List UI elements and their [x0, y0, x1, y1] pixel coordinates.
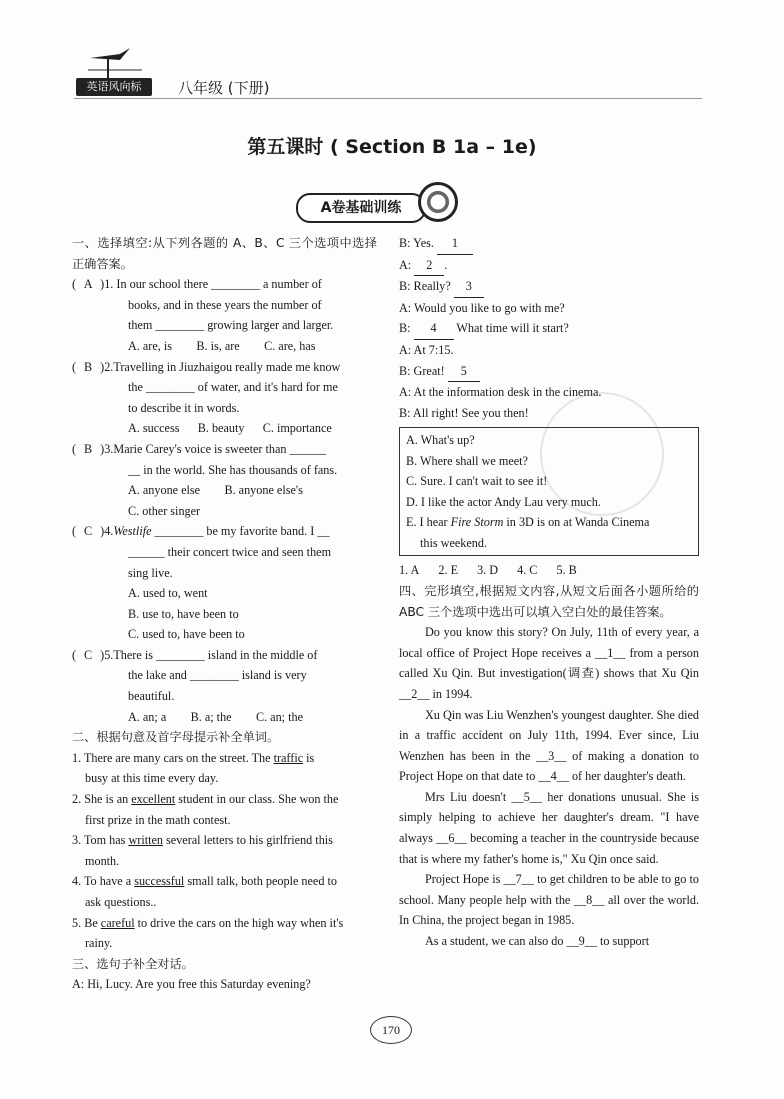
s1-line1: 1. There are many cars on the street. The traffic is — [72, 750, 315, 765]
page-number: 170 — [370, 1016, 412, 1044]
q3-option-c: C. other singer — [128, 503, 201, 518]
q3-line2: __ in the world. She has thousands of fans. — [128, 462, 338, 477]
dialog-b5: B: All right! See you then! — [399, 405, 529, 420]
q1-options: A. are, is B. is, are C. are, has — [128, 338, 316, 353]
dialog-b3: B: 4 What time will it start? — [399, 318, 699, 340]
s4-line1: 4. To have a successful small talk, both people need to — [72, 874, 337, 889]
cloze-para4: Project Hope is __7__ to get children to be able to go to school. Many people help with the __8__ all over the world. In China, the project began in 1985. — [399, 872, 699, 928]
cloze-para1: Do you know this story? On July, 11th of every year, a local office of Project Hope receives a __1__ from a person called Xu Qin. But investigation(调查) shows that Xu Qin __2__ in 1994. — [399, 625, 699, 701]
s1-answer: traffic — [273, 750, 304, 765]
q2-answer: B — [84, 359, 93, 374]
s5-line2: rainy. — [85, 936, 113, 951]
s4-line2: ask questions.. — [85, 895, 157, 909]
s3-line1: 3. Tom has written several letters to his girlfriend this — [72, 833, 333, 848]
q5-line2: the lake and ________ island is very — [128, 668, 307, 683]
q4-answer: C — [84, 524, 93, 539]
lesson-title: 第五课时 ( Section B 1a – 1e) — [247, 136, 537, 158]
wheel-icon — [418, 182, 458, 222]
cloze-para3: Mrs Liu doesn't __5__ her donations unusual. She is simply helping to achieve her daughter's dream. "I have always __6__ becoming a teacher in the countryside because that is where my father's home is," Xu Qin once said. — [399, 789, 699, 866]
q3-option-ab: A. anyone else B. anyone else's — [128, 483, 303, 498]
q4-line3: sing live. — [128, 565, 173, 580]
option-c: C. Sure. I can't wait to see it! — [406, 474, 548, 489]
s3-line2: month. — [85, 853, 120, 868]
q3-answer: B — [84, 441, 93, 456]
q2-line1: ( B )2.Travelling in Jiuzhaigou really made me know — [72, 357, 377, 378]
s4-answer: successful — [134, 874, 185, 889]
q5-line3: beautiful. — [128, 689, 175, 704]
dialog-b1: B: Yes. 1 — [399, 233, 699, 255]
q2-line2: the ________ of water, and it's hard for me — [128, 380, 338, 395]
q1-line3: them ________ growing larger and larger. — [128, 318, 334, 333]
s1-line2: busy at this time every day. — [85, 771, 219, 786]
section-badge: A卷基础训练 — [296, 193, 426, 223]
q2-line3: to describe it in words. — [128, 400, 240, 415]
option-a: A. What's up? — [406, 433, 475, 448]
option-d: D. I like the actor Andy Lau very much. — [406, 494, 601, 509]
cloze-para2: Xu Qin was Liu Wenzhen's youngest daughter. She died in a traffic accident on July 11th, 1994. Ever since, Liu Wenzhen has been in the __3__ of making a donation to Project Hope on that date to __4__ of her daughter's death. — [399, 707, 699, 784]
s5-line1: 5. Be careful to drive the cars on the high way when it's — [72, 915, 344, 930]
header-divider — [74, 98, 702, 99]
q5-options: A. an; a B. a; the C. an; the — [128, 709, 303, 724]
s3-answer: written — [128, 833, 164, 848]
s2-line1: 2. She is an excellent student in our class. She won the — [72, 792, 339, 807]
dialog-a2: A: 2 . — [399, 255, 699, 277]
option-e: E. I hear Fire Storm in 3D is on at Wanda Cinema — [406, 515, 650, 530]
s5-answer: careful — [100, 915, 135, 930]
dialog-b4: B: Great! 5 — [399, 361, 699, 383]
part2-heading: 二、根据句意及首字母提示补全单词。 — [72, 730, 280, 745]
q4-option-a: A. used to, went — [128, 586, 208, 601]
part1-heading: 一、选择填空:从下列各题的 A、B、C 三个选项中选择正确答案。 — [72, 236, 377, 271]
cloze-para5: As a student, we can also do __9__ to support — [425, 934, 650, 949]
left-column — [72, 233, 377, 995]
dialog-a3: A: Would you like to go with me? — [399, 300, 565, 315]
dialog-a4: A: At 7:15. — [399, 342, 454, 357]
right-column — [399, 233, 699, 952]
q1-line2: books, and in these years the number of — [128, 297, 322, 312]
q2-options: A. success B. beauty C. importance — [128, 421, 332, 436]
option-b: B. Where shall we meet? — [406, 453, 528, 468]
s2-line2: first prize in the math contest. — [85, 812, 231, 827]
dialog-answers: 1. A 2. E 3. D 4. C 5. B — [399, 563, 577, 578]
q3-line1: ( B )3.Marie Carey's voice is sweeter than ______ — [72, 439, 377, 460]
q4-option-c: C. used to, have been to — [128, 627, 245, 642]
brand-logo-label: 英语风向标 — [76, 78, 152, 96]
part4-heading: 四、完形填空,根据短文内容,从短文后面各小题所给的 ABC 三个选项中选出可以填入空白处的最佳答案。 — [399, 583, 699, 619]
part3-heading: 三、选句子补全对话。 — [72, 956, 194, 971]
option-e-cont: this weekend. — [420, 535, 488, 550]
q4-option-b: B. use to, have been to — [128, 606, 239, 621]
dialog-a1: A: Hi, Lucy. Are you free this Saturday evening? — [72, 977, 311, 992]
q4-line2: ______ their concert twice and seen them — [128, 544, 332, 559]
q1-answer: A — [83, 277, 93, 292]
q1-line1: ( A )1. In our school there ________ a number of — [72, 274, 377, 295]
dialog-a5: A: At the information desk in the cinema. — [399, 385, 602, 400]
dialog-b2: B: Really? 3 — [399, 276, 699, 298]
q5-answer: C — [84, 647, 93, 662]
grade-label: 八年级 (下册) — [178, 79, 270, 97]
q4-line1: ( C )4.Westlife ________ be my favorite band. I __ — [72, 521, 377, 542]
q5-line1: ( C )5.There is ________ island in the middle of — [72, 645, 377, 666]
s2-answer: excellent — [131, 792, 176, 807]
